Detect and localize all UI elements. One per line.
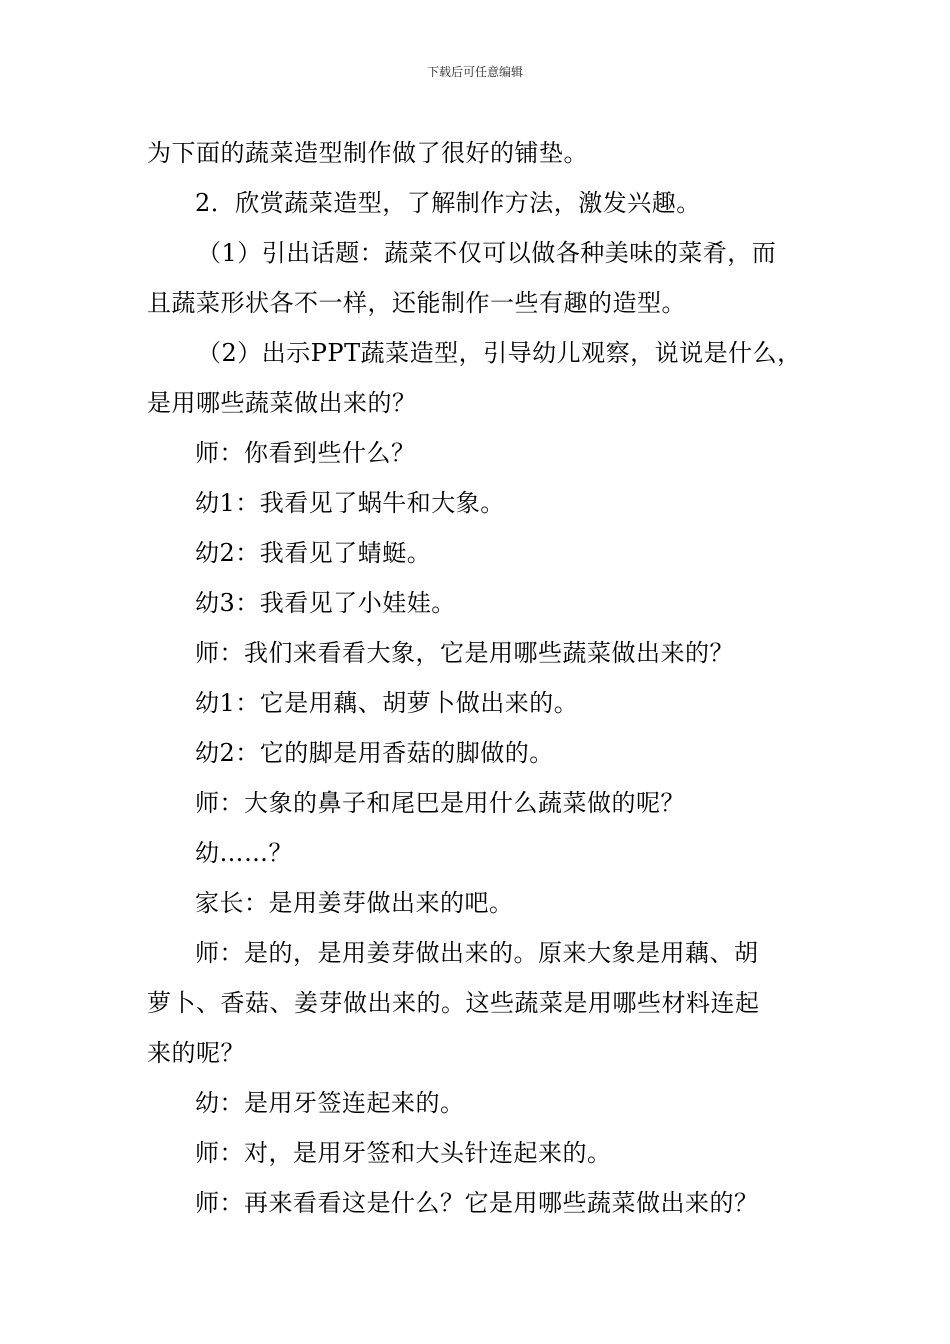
paragraph-line: 为下面的蔬菜造型制作做了很好的铺垫。 xyxy=(147,139,588,167)
dialogue-line: 幼1：我看见了蜗牛和大象。 xyxy=(195,489,505,517)
page-header: 下载后可任意编辑 xyxy=(426,65,523,79)
dialogue-line: 萝卜、香菇、姜芽做出来的。这些蔬菜是用哪些材料连起 xyxy=(147,989,760,1017)
dialogue-line: 来的呢？ xyxy=(147,1039,245,1067)
dialogue-line: 师：大象的鼻子和尾巴是用什么蔬菜做的呢？ xyxy=(195,789,685,817)
dialogue-line: 幼2：它的脚是用香菇的脚做的。 xyxy=(195,739,554,767)
dialogue-line: 师：对，是用牙签和大头针连起来的。 xyxy=(195,1139,612,1167)
paragraph-line: （1）引出话题：蔬菜不仅可以做各种美味的菜肴，而 xyxy=(197,239,777,267)
dialogue-line: 幼3：我看见了小娃娃。 xyxy=(195,589,456,617)
dialogue-line: 幼：是用牙签连起来的。 xyxy=(195,1089,465,1117)
paragraph-line: 是用哪些蔬菜做出来的？ xyxy=(147,389,417,417)
paragraph-line: （2）出示PPT蔬菜造型，引导幼儿观察，说说是什么， xyxy=(197,339,802,367)
dialogue-line: 幼2：我看见了蜻蜓。 xyxy=(195,539,432,567)
dialogue-line: 师：是的，是用姜芽做出来的。原来大象是用藕、胡 xyxy=(195,939,759,967)
dialogue-line: 家长：是用姜芽做出来的吧。 xyxy=(195,889,514,917)
dialogue-line: 幼1：它是用藕、胡萝卜做出来的。 xyxy=(195,689,579,717)
paragraph-line: 且蔬菜形状各不一样，还能制作一些有趣的造型。 xyxy=(147,289,686,317)
document-body xyxy=(147,128,817,1228)
dialogue-line: 师：我们来看看大象，它是用哪些蔬菜做出来的？ xyxy=(195,639,734,667)
paragraph-line: 2．欣赏蔬菜造型，了解制作方法，激发兴趣。 xyxy=(195,189,701,217)
dialogue-line: 师：再来看看这是什么？它是用哪些蔬菜做出来的？ xyxy=(195,1189,759,1217)
dialogue-line: 幼……？ xyxy=(195,839,293,867)
dialogue-line: 师：你看到些什么？ xyxy=(195,439,416,467)
